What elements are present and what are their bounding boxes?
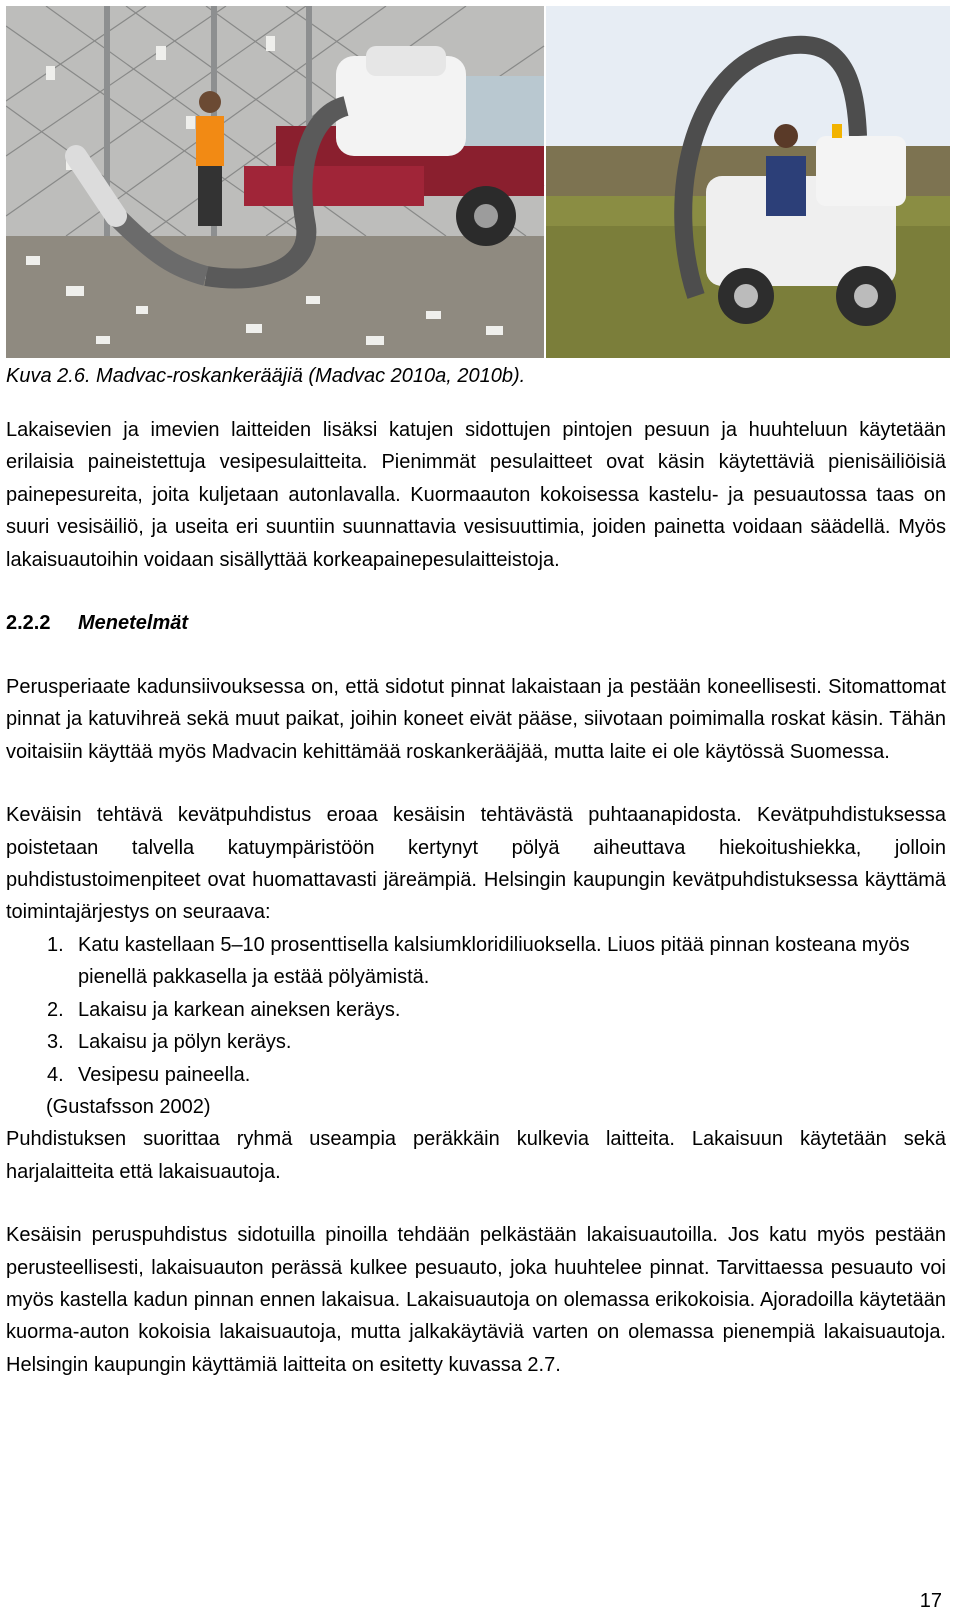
paragraph: Keväisin tehtävä kevätpuhdistus eroaa kesäisin tehtävästä puhtaanapidosta. Kevätpuhdistuksessa poistetaan talvella katuympäristöön kertynyt pölyä aiheuttava hiekoitushiekka, jolloin puhdistustoimenpiteet ovat huomattavasti järeämpiä. Helsingin kaupungin kevätpuhdistuksessa käyttämä toimintajärjestys on seuraava: bbox=[6, 804, 946, 924]
section-title: Menetelmät bbox=[78, 612, 189, 635]
list-item bbox=[47, 994, 946, 1026]
paragraph: Perusperiaate kadunsiivouksessa on, että sidotut pinnat lakaistaan ja pestään koneellisesti. Sitomattomat pinnat ja katuvihreä sekä muut paikat, joihin koneet eivät pääse, siivotaan poimimalla roskat käsin. Tähän voitaisiin käyttää myös Madvacin kehittämää roskankerääjää, mutta laite ei ole käytössä Suomessa. bbox=[6, 676, 946, 763]
left-photo bbox=[6, 6, 544, 358]
list-number: 2. bbox=[47, 998, 64, 1021]
section-heading bbox=[6, 607, 946, 639]
list-number: 4. bbox=[47, 1063, 64, 1086]
section-number: 2.2.2 bbox=[6, 612, 51, 635]
list-item-text: Katu kastellaan 5–10 prosenttisella kalsiumkloridiliuoksella. Liuos pitää pinnan kosteana myös pienellä pakkasella ja estää pölyämistä. bbox=[78, 933, 910, 989]
right-photo bbox=[546, 6, 950, 358]
body-text bbox=[6, 414, 946, 1381]
figure-photos bbox=[6, 6, 950, 358]
figure-caption: Kuva 2.6. Madvac-roskankerääjiä (Madvac 2010a, 2010b). bbox=[6, 365, 526, 387]
procedure-list bbox=[6, 929, 946, 1091]
list-item-text: Lakaisu ja karkean aineksen keräys. bbox=[78, 998, 401, 1021]
list-item-text: Vesipesu paineella. bbox=[78, 1063, 251, 1086]
list-number: 3. bbox=[47, 1031, 64, 1054]
list-item bbox=[47, 1059, 946, 1091]
paragraph: Puhdistuksen suorittaa ryhmä useampia peräkkäin kulkevia laitteita. Lakaisuun käytetään sekä harjalaitteita että lakaisuautoja. bbox=[6, 1128, 946, 1183]
list-item bbox=[47, 1026, 946, 1058]
list-item-text: Lakaisu ja pölyn keräys. bbox=[78, 1031, 292, 1054]
paragraph: Kesäisin peruspuhdistus sidotuilla pinoilla tehdään pelkästään lakaisuautoilla. Jos katu myös pestään perusteellisesti, lakaisuauton perässä kulkee pesuauto, joka huuhtelee pinnat. Tarvittaessa pesuauto voi myös kastella kadun pinnan ennen lakaisua. Lakaisuautoja on olemassa erikokoisia. Ajoradoilla käytetään kuorma-auton kokoisia lakaisuautoja, mutta jalkakäytäviä varten on olemassa pienempiä lakaisuautoja. Helsingin kaupungin käyttämiä laitteita on esitetty kuvassa 2.7. bbox=[6, 1224, 946, 1376]
list-number: 1. bbox=[47, 933, 64, 956]
source-citation: (Gustafsson 2002) bbox=[46, 1095, 211, 1118]
list-item bbox=[47, 929, 946, 994]
page-number: 17 bbox=[919, 1590, 942, 1612]
paragraph: Lakaisevien ja imevien laitteiden lisäksi katujen sidottujen pintojen pesuun ja huuhteluun käytetään erilaisia paineistettuja vesipesulaitteita. Pienimmät pesulaitteet ovat käsin käytettäviä pienisäiliöisiä painepesureita, joita kuljetaan autonlavalla. Kuormaauton kokoisessa kastelu- ja pesuautossa taas on suuri vesisäiliö, ja useita eri suuntiin suunnattavia vesisuuttimia, joiden painetta voidaan säädellä. Myös lakaisuautoihin voidaan sisällyttää korkeapainepesulaitteistoja. bbox=[6, 419, 946, 571]
